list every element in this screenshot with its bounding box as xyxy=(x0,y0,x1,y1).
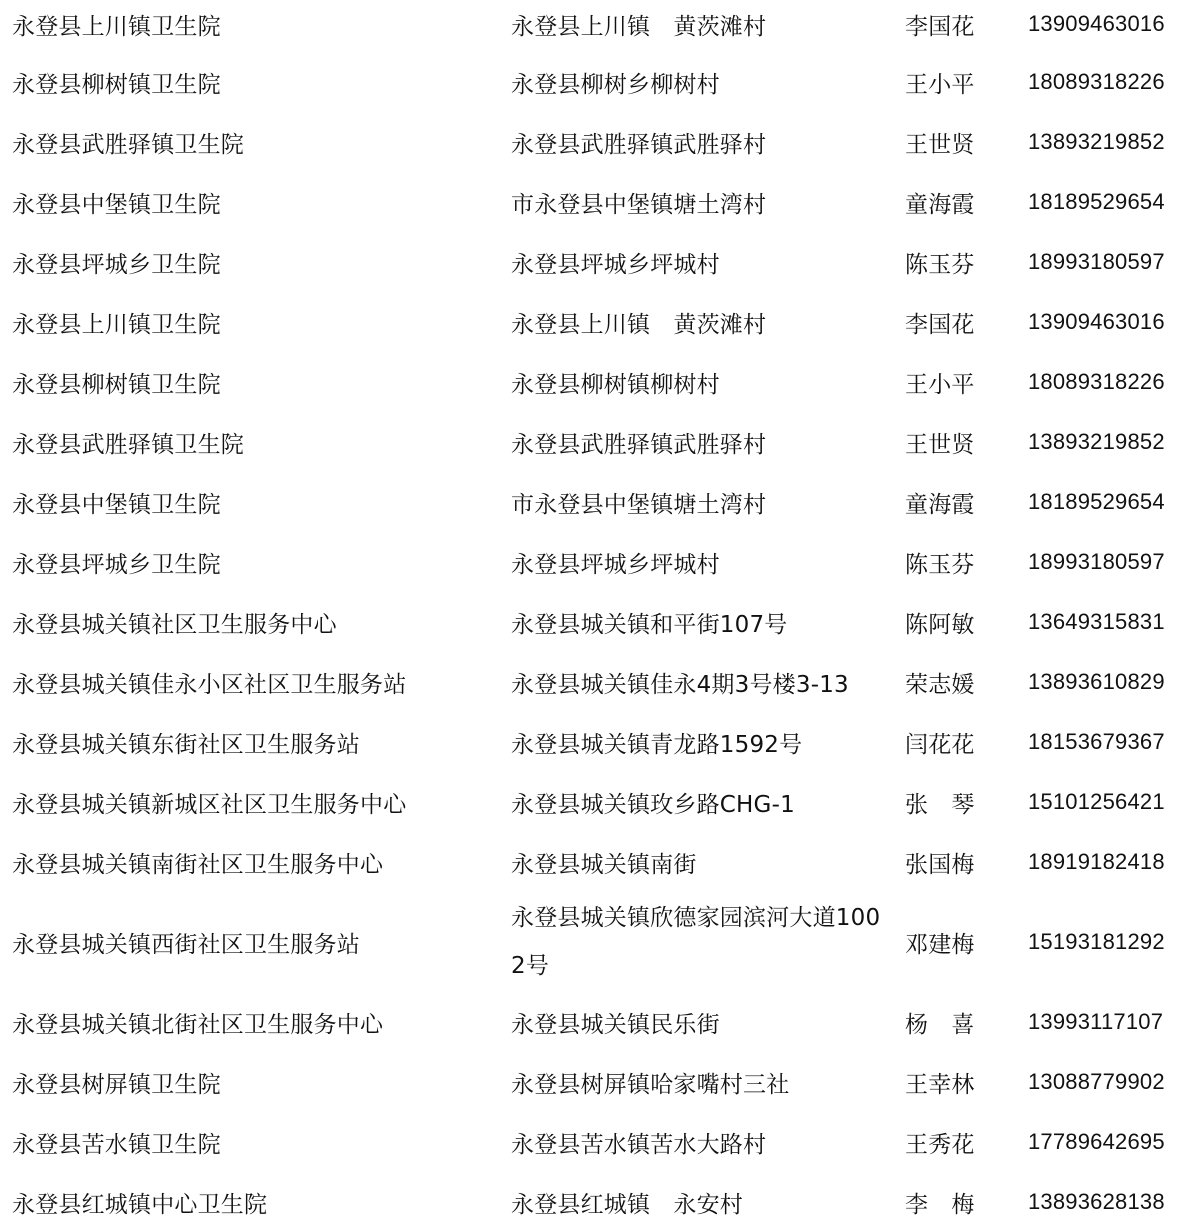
phone-number: 18089318226 xyxy=(1028,369,1165,394)
phone-number: 13993117107 xyxy=(1028,1009,1164,1034)
clinic-address: 永登县城关镇南街 xyxy=(511,851,697,878)
clinic-address: 永登县坪城乡坪城村 xyxy=(511,551,720,578)
table-row xyxy=(0,1112,1200,1172)
contact-person: 陈阿敏 xyxy=(905,611,975,638)
clinic-name: 永登县红城镇中心卫生院 xyxy=(12,1191,268,1218)
table-row xyxy=(0,52,1200,112)
table-row xyxy=(0,832,1200,892)
phone-number: 13088779902 xyxy=(1028,1069,1165,1094)
clinic-address: 永登县上川镇 黄茨滩村 xyxy=(511,311,767,338)
clinic-address: 永登县红城镇 永安村 xyxy=(511,1191,743,1218)
table-row xyxy=(0,1172,1200,1232)
table-row xyxy=(0,172,1200,232)
phone-number: 18919182418 xyxy=(1028,849,1165,874)
clinic-address: 永登县上川镇 黄茨滩村 xyxy=(511,13,767,40)
table-row xyxy=(0,1052,1200,1112)
table-row xyxy=(0,232,1200,292)
clinic-name: 永登县城关镇社区卫生服务中心 xyxy=(12,611,337,638)
contact-person: 王秀花 xyxy=(905,1131,975,1158)
clinic-name: 永登县城关镇北街社区卫生服务中心 xyxy=(12,1011,384,1038)
clinic-name: 永登县中堡镇卫生院 xyxy=(12,191,221,218)
clinic-name: 永登县柳树镇卫生院 xyxy=(12,71,221,98)
clinic-address: 市永登县中堡镇塘土湾村 xyxy=(511,491,767,518)
clinic-address: 永登县坪城乡坪城村 xyxy=(511,251,720,278)
phone-number: 18189529654 xyxy=(1028,489,1165,514)
clinic-name: 永登县树屏镇卫生院 xyxy=(12,1071,221,1098)
clinic-address: 永登县武胜驿镇武胜驿村 xyxy=(511,431,767,458)
clinic-name: 永登县城关镇新城区社区卫生服务中心 xyxy=(12,791,407,818)
clinic-address: 永登县树屏镇哈家嘴村三社 xyxy=(511,1071,790,1098)
contact-person: 童海霞 xyxy=(905,191,975,218)
clinic-address: 永登县城关镇民乐街 xyxy=(511,1011,720,1038)
phone-number: 17789642695 xyxy=(1028,1129,1165,1154)
table-row xyxy=(0,892,1200,992)
clinic-name: 永登县城关镇西街社区卫生服务站 xyxy=(12,931,360,958)
phone-number: 18089318226 xyxy=(1028,69,1165,94)
contact-person: 李国花 xyxy=(905,311,975,338)
phone-number: 13649315831 xyxy=(1028,609,1165,634)
clinic-name: 永登县柳树镇卫生院 xyxy=(12,371,221,398)
phone-number: 15193181292 xyxy=(1028,929,1165,954)
phone-number: 18153679367 xyxy=(1028,729,1165,754)
table-row xyxy=(0,412,1200,472)
clinic-name: 永登县武胜驿镇卫生院 xyxy=(12,431,244,458)
phone-number: 18993180597 xyxy=(1028,549,1165,574)
clinic-name: 永登县城关镇东街社区卫生服务站 xyxy=(12,731,360,758)
table-row xyxy=(0,472,1200,532)
table-row xyxy=(0,592,1200,652)
clinic-name: 永登县上川镇卫生院 xyxy=(12,311,221,338)
clinic-address: 永登县柳树镇柳树村 xyxy=(511,371,720,398)
clinic-address: 永登县城关镇佳永4期3号楼3-13 xyxy=(511,671,849,698)
contact-person: 荣志媛 xyxy=(905,671,975,698)
contact-person: 邓建梅 xyxy=(905,931,975,958)
table-row xyxy=(0,532,1200,592)
contact-person: 杨 喜 xyxy=(905,1011,975,1038)
table-row xyxy=(0,712,1200,772)
phone-number: 13909463016 xyxy=(1028,11,1165,36)
contact-person: 王小平 xyxy=(905,371,975,398)
contact-person: 童海霞 xyxy=(905,491,975,518)
phone-number: 18993180597 xyxy=(1028,249,1165,274)
contact-person: 陈玉芬 xyxy=(905,251,975,278)
clinic-name: 永登县坪城乡卫生院 xyxy=(12,251,221,278)
contact-person: 闫花花 xyxy=(905,731,975,758)
clinic-address: 永登县柳树乡柳树村 xyxy=(511,71,720,98)
phone-number: 13893628138 xyxy=(1028,1189,1165,1214)
contact-person: 王小平 xyxy=(905,71,975,98)
table-row xyxy=(0,292,1200,352)
table-row xyxy=(0,0,1200,52)
contact-person: 李 梅 xyxy=(905,1191,975,1218)
contact-person: 陈玉芬 xyxy=(905,551,975,578)
clinic-name: 永登县武胜驿镇卫生院 xyxy=(12,131,244,158)
clinic-address: 永登县武胜驿镇武胜驿村 xyxy=(511,131,767,158)
table-row xyxy=(0,772,1200,832)
clinic-address: 市永登县中堡镇塘土湾村 xyxy=(511,191,767,218)
phone-number: 13893219852 xyxy=(1028,429,1165,454)
clinic-address: 永登县城关镇欣德家园滨河大道1002号 xyxy=(511,905,881,979)
contact-person: 王世贤 xyxy=(905,431,975,458)
table-row xyxy=(0,112,1200,172)
clinic-name: 永登县坪城乡卫生院 xyxy=(12,551,221,578)
clinic-address: 永登县城关镇和平街107号 xyxy=(511,611,788,638)
clinic-name: 永登县上川镇卫生院 xyxy=(12,13,221,40)
contact-person: 张国梅 xyxy=(905,851,975,878)
clinic-name: 永登县苦水镇卫生院 xyxy=(12,1131,221,1158)
phone-number: 13909463016 xyxy=(1028,309,1165,334)
clinic-name: 永登县中堡镇卫生院 xyxy=(12,491,221,518)
contact-person: 王世贤 xyxy=(905,131,975,158)
clinic-name: 永登县城关镇南街社区卫生服务中心 xyxy=(12,851,384,878)
contact-person: 李国花 xyxy=(905,13,975,40)
contact-person: 王幸林 xyxy=(905,1071,975,1098)
table-row xyxy=(0,992,1200,1052)
phone-number: 13893219852 xyxy=(1028,129,1165,154)
table-row xyxy=(0,652,1200,712)
clinic-address: 永登县城关镇青龙路1592号 xyxy=(511,731,803,758)
clinic-address: 永登县苦水镇苦水大路村 xyxy=(511,1131,767,1158)
phone-number: 13893610829 xyxy=(1028,669,1165,694)
phone-number: 15101256421 xyxy=(1028,789,1165,814)
contact-person: 张 琴 xyxy=(905,791,975,818)
table-row xyxy=(0,352,1200,412)
clinic-address: 永登县城关镇玫乡路CHG-1 xyxy=(511,791,795,818)
phone-number: 18189529654 xyxy=(1028,189,1165,214)
clinic-name: 永登县城关镇佳永小区社区卫生服务站 xyxy=(12,671,407,698)
